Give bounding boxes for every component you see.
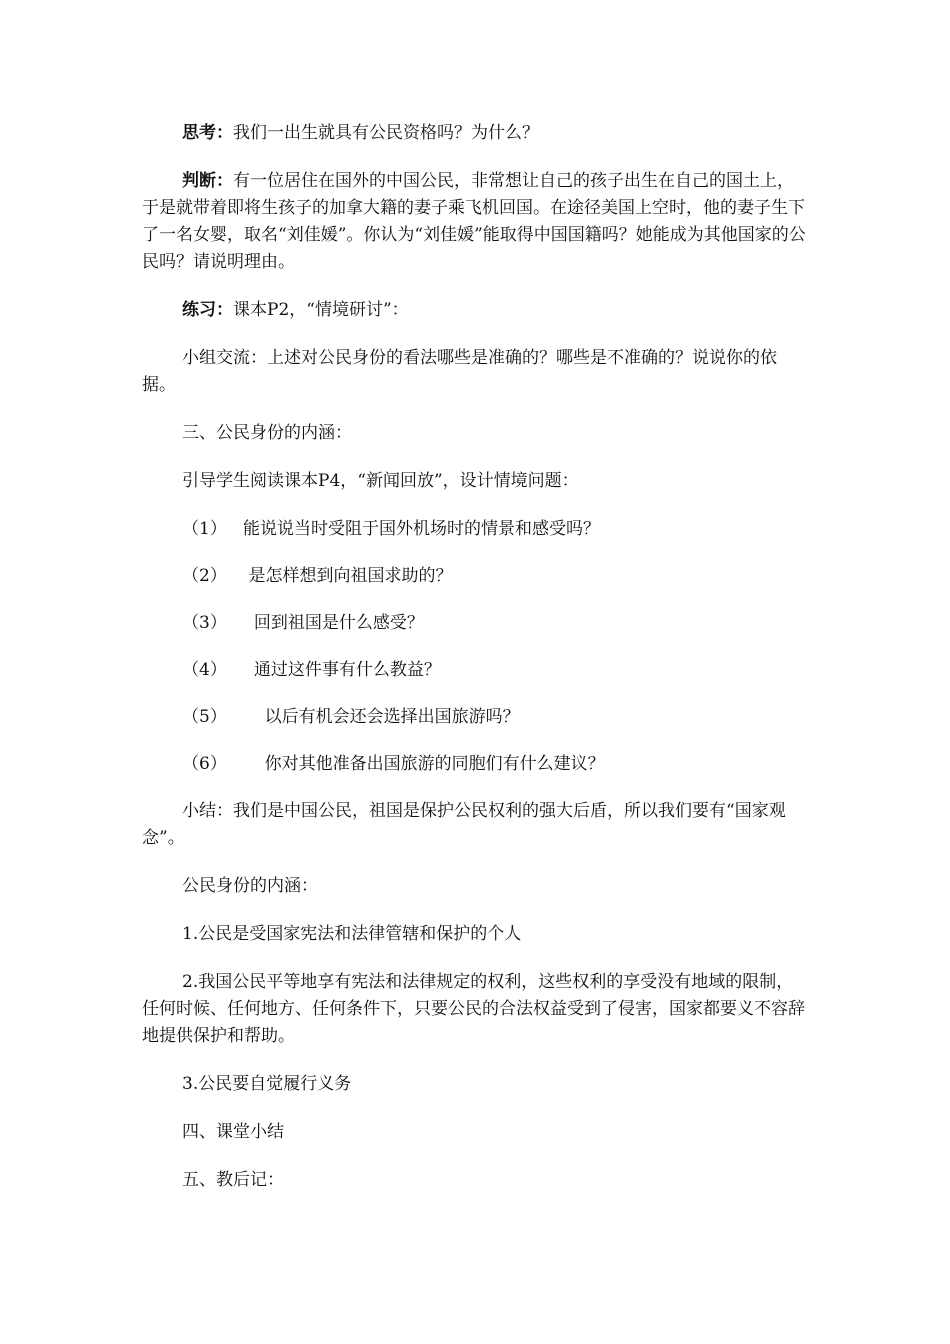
section-4-heading: 四、课堂小结 bbox=[182, 1122, 284, 1142]
think-label: 思考： bbox=[182, 123, 233, 143]
section-3-heading: 三、公民身份的内涵： bbox=[182, 423, 352, 443]
document-page bbox=[142, 120, 808, 1215]
question-number: （3） bbox=[182, 613, 227, 633]
question-item bbox=[142, 657, 808, 684]
question-number: （6） bbox=[182, 754, 227, 774]
meaning-heading: 公民身份的内涵： bbox=[182, 876, 318, 896]
practice-text: 课本P2，“情境研讨”： bbox=[233, 300, 409, 320]
question-item bbox=[142, 610, 808, 637]
question-item bbox=[142, 516, 808, 543]
guide-paragraph: 引导学生阅读课本P4，“新闻回放”，设计情境问题： bbox=[182, 471, 579, 491]
meaning-item: 2.我国公民平等地享有宪法和法律规定的权利，这些权利的享受没有地域的限制，任何时候、任何地方、任何条件下，只要公民的合法权益受到了侵害，国家都要义不容辞地提供保护和帮助。 bbox=[142, 972, 805, 1046]
think-text: 我们一出生就具有公民资格吗？为什么？ bbox=[233, 123, 539, 143]
meaning-item: 3.公民要自觉履行义务 bbox=[182, 1074, 352, 1094]
question-text: 能说说当时受阻于国外机场时的情景和感受吗？ bbox=[243, 519, 601, 539]
question-text: 你对其他准备出国旅游的同胞们有什么建议？ bbox=[264, 754, 605, 774]
question-text: 以后有机会还会选择出国旅游吗？ bbox=[264, 707, 520, 727]
meaning-item: 1.公民是受国家宪法和法律管辖和保护的个人 bbox=[182, 924, 522, 944]
question-text: 回到祖国是什么感受？ bbox=[253, 613, 424, 633]
think-paragraph bbox=[142, 120, 808, 147]
group-discussion-paragraph: 小组交流：上述对公民身份的看法哪些是准确的？哪些是不准确的？说说你的依据。 bbox=[142, 348, 777, 395]
question-text: 是怎样想到向祖国求助的？ bbox=[248, 566, 453, 586]
question-number: （2） bbox=[182, 566, 227, 586]
practice-label: 练习： bbox=[182, 300, 233, 320]
summary-paragraph: 小结：我们是中国公民，祖国是保护公民权利的强大后盾，所以我们要有“国家观念”。 bbox=[142, 801, 786, 848]
question-item bbox=[142, 751, 808, 778]
question-item bbox=[142, 704, 808, 731]
judge-paragraph bbox=[142, 168, 808, 276]
question-text: 通过这件事有什么教益？ bbox=[253, 660, 441, 680]
judge-text: 有一位居住在国外的中国公民，非常想让自己的孩子出生在自己的国土上，于是就带着即将生孩子的加拿大籍的妻子乘飞机回国。在途径美国上空时，他的妻子生下了一名女婴，取名“刘佳媛”。你认为“刘佳媛”能取得中国国籍吗？她能成为其他国家的公民吗？请说明理由。 bbox=[142, 171, 806, 272]
question-number: （4） bbox=[182, 660, 227, 680]
question-number: （5） bbox=[182, 707, 227, 727]
question-item bbox=[142, 563, 808, 590]
section-5-heading: 五、教后记： bbox=[182, 1170, 284, 1190]
question-number: （1） bbox=[182, 519, 227, 539]
judge-label: 判断： bbox=[182, 171, 233, 191]
practice-paragraph bbox=[142, 297, 808, 324]
